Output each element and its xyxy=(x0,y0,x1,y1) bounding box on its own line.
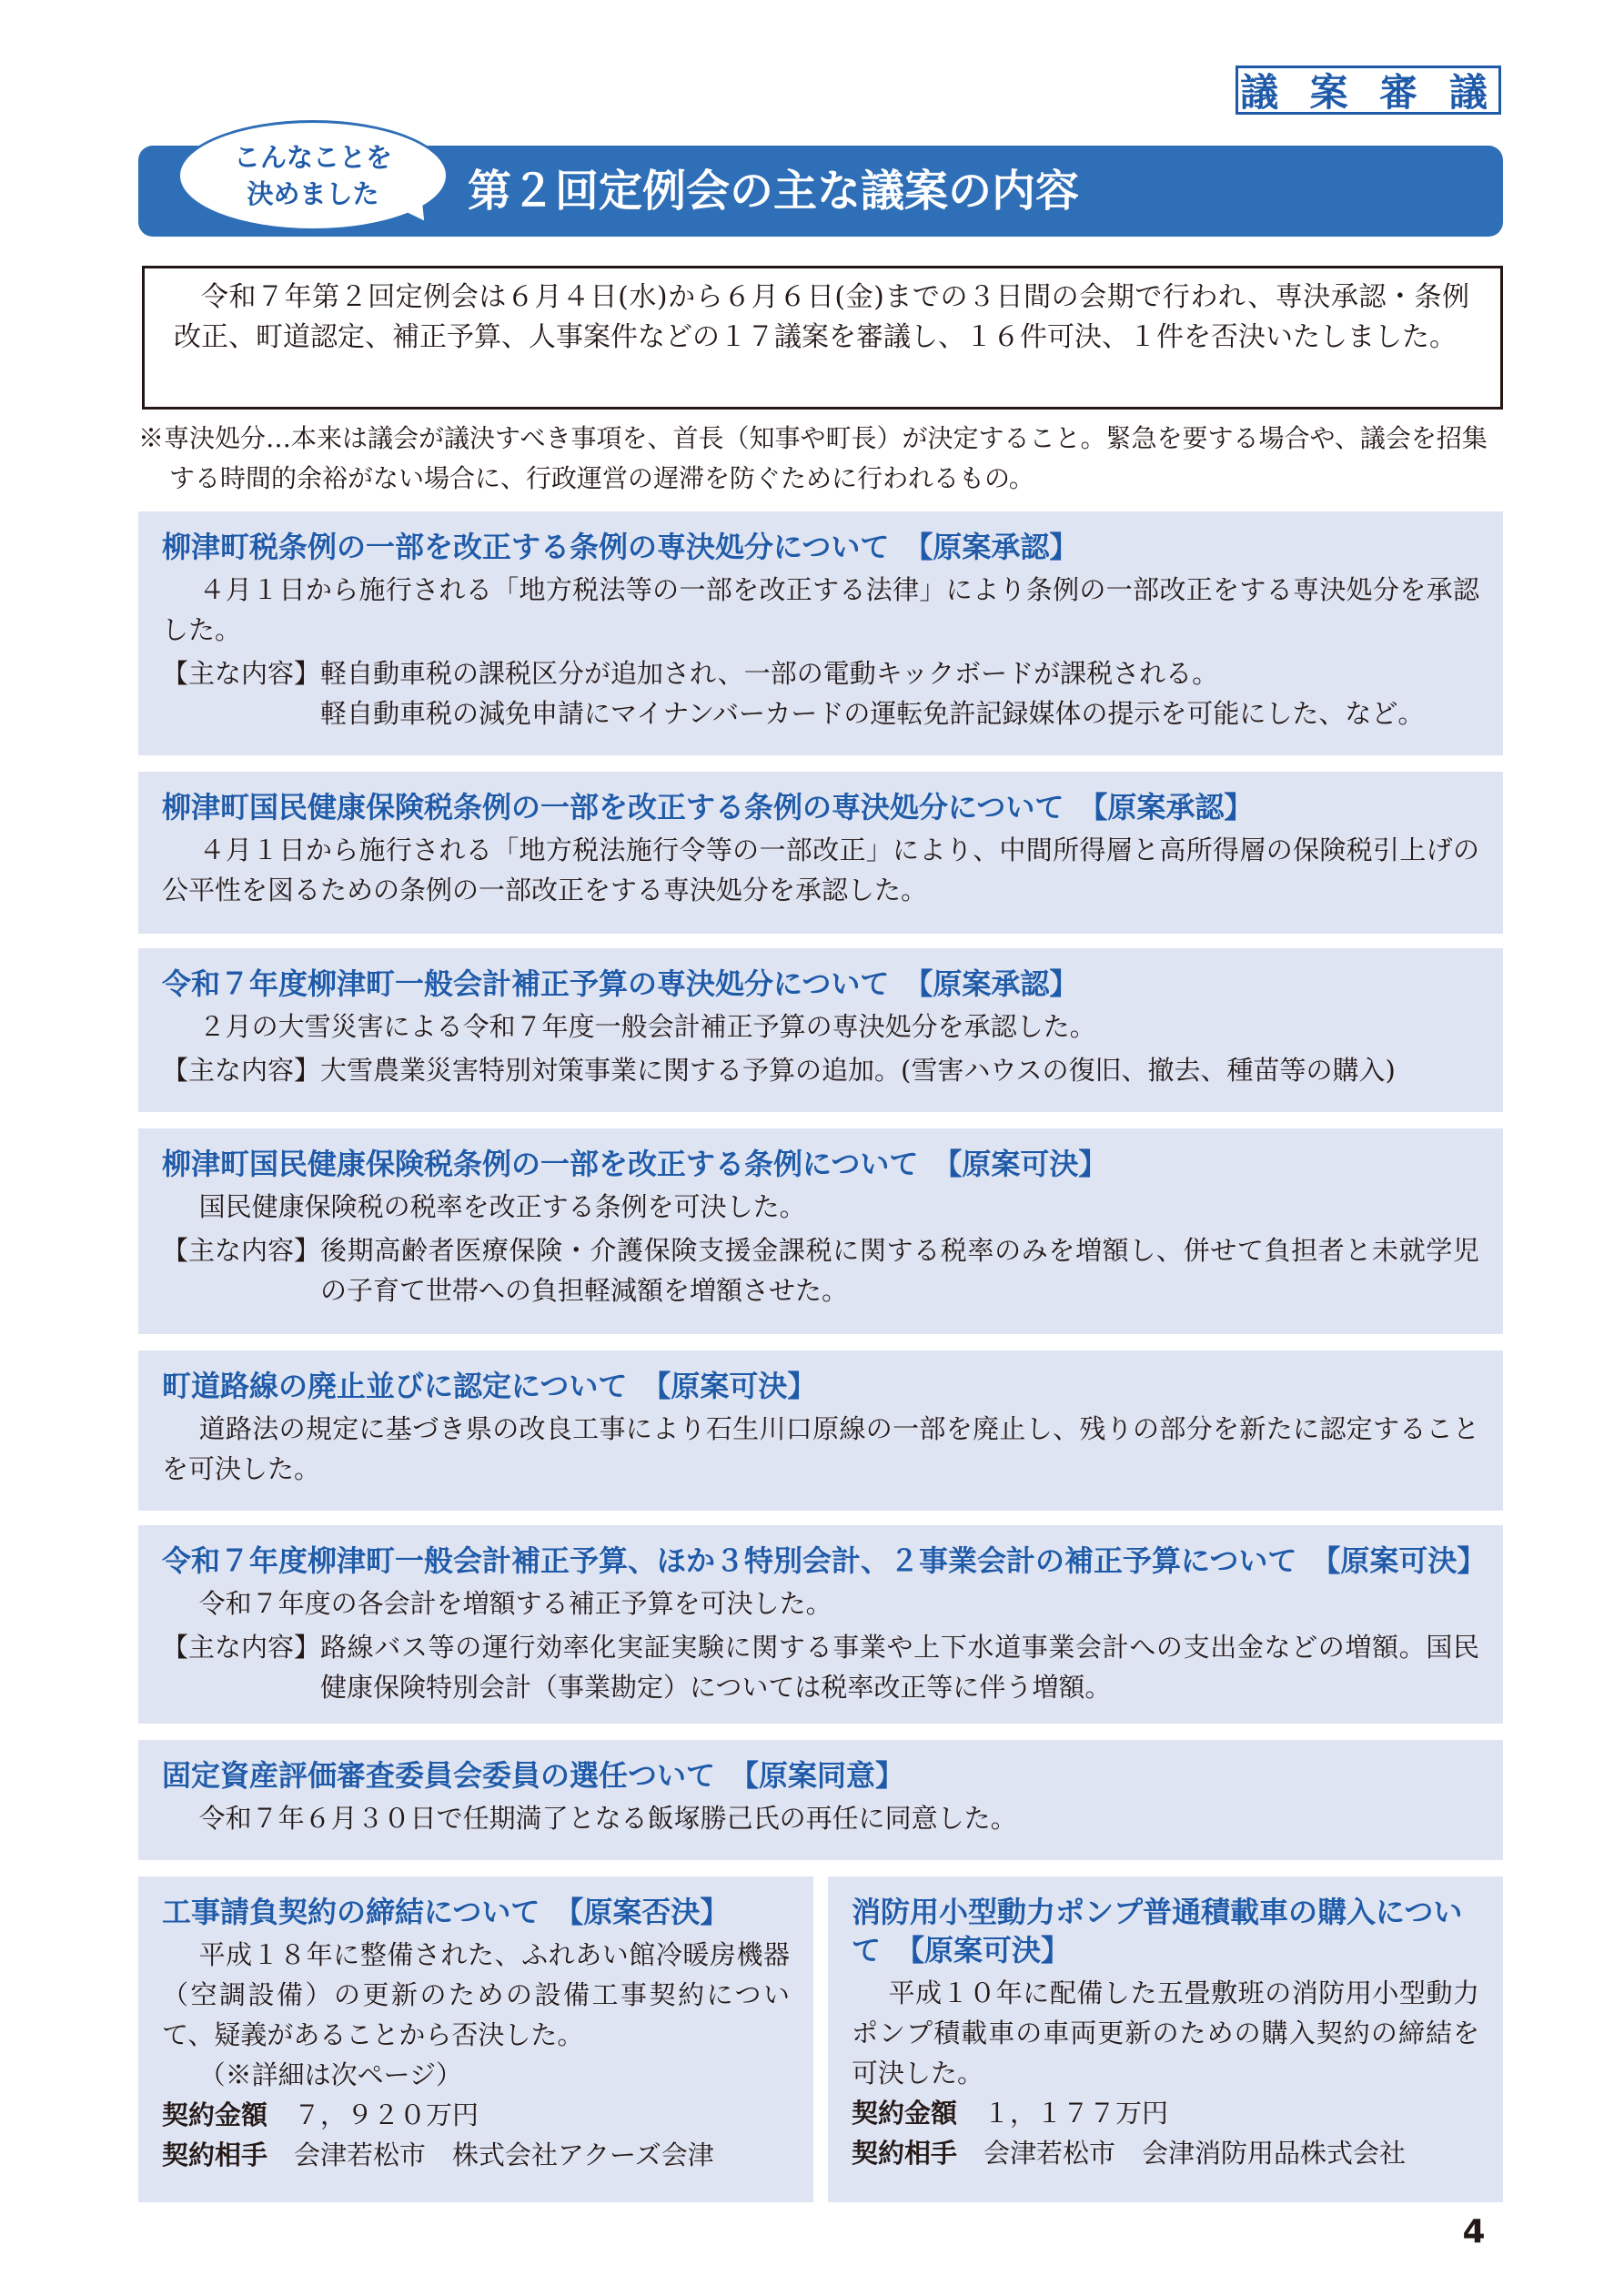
item-body: 令和７年６月３０日で任期満了となる飯塚勝己氏の再任に同意した。 xyxy=(198,1803,1017,1834)
detail-note: （※詳細は次ページ） xyxy=(198,2059,463,2090)
main-content-label: 【主な内容】 xyxy=(162,1055,321,1086)
item-title: 工事請負契約の締結について 【原案否決】 xyxy=(162,1895,730,1929)
page-title: 第２回定例会の主な議案の内容 xyxy=(468,166,1080,217)
agenda-item-assessment-committee xyxy=(138,1740,1503,1860)
agenda-item-fire-pump-vehicle xyxy=(828,1876,1503,2202)
item-body: ４月１日から施行される「地方税法施行令等の一部改正」により、中間所得層と高所得層の保険税引上げの公平性を図るための条例の一部改正をする専決処分を承認した。 xyxy=(162,834,1479,905)
contract-amount-value: １，１７７万円 xyxy=(983,2098,1169,2129)
contract-amount xyxy=(852,2093,1479,2133)
item-body: ４月１日から施行される「地方税法等の一部を改正する法律」により条例の一部改正をする専決処分を承認した。 xyxy=(162,574,1479,645)
contract-partner-value: 会津若松市 会津消防用品株式会社 xyxy=(983,2138,1407,2169)
contract-partner-value: 会津若松市 株式会社アクーズ会津 xyxy=(294,2139,714,2170)
item-body: 平成１８年に整備された、ふれあい館冷暖房機器（空調設備）の更新のための設備工事契約について、疑義があることから否決した。 xyxy=(162,1939,790,2050)
item-body: 国民健康保険税の税率を改正する条例を可決した。 xyxy=(198,1191,806,1222)
item-body: 平成１０年に配備した五畳敷班の消防用小型動力ポンプ積載車の車両更新のための購入契約の締結を可決した。 xyxy=(852,1977,1479,2089)
main-content-label: 【主な内容】 xyxy=(162,658,321,689)
contract-amount xyxy=(162,2095,790,2135)
item-body: ２月の大雪災害による令和７年度一般会計補正予算の専決処分を承認した。 xyxy=(198,1011,1096,1042)
main-content-label: 【主な内容】 xyxy=(162,1632,321,1663)
contract-amount-label: 契約金額 xyxy=(162,2099,268,2130)
item-body: 令和７年度の各会計を増額する補正予算を可決した。 xyxy=(198,1588,832,1619)
contract-amount-label: 契約金額 xyxy=(852,2098,958,2129)
contract-partner xyxy=(162,2135,790,2175)
main-content-line: 後期高齢者医療保険・介護保険支援金課税に関する税率のみを増額し、併せて負担者と未就学児の子育て世帯への負担軽減額を増額させた。 xyxy=(320,1235,1479,1306)
main-content-line: 大雪農業災害特別対策事業に関する予算の追加。(雪害ハウスの復旧、撤去、種苗等の購入) xyxy=(320,1055,1396,1086)
item-title: 柳津町国民健康保険税条例の一部を改正する条例について 【原案可決】 xyxy=(162,1147,1108,1181)
item-title: 柳津町国民健康保険税条例の一部を改正する条例の専決処分について 【原案承認】 xyxy=(162,790,1254,824)
item-title: 固定資産評価審査委員会委員の選任ついて 【原案同意】 xyxy=(162,1758,905,1793)
item-title: 町道路線の廃止並びに認定について 【原案可決】 xyxy=(162,1369,817,1403)
footnote-senketsu: ※専決処分…本来は議会が議決すべき事項を、首長（知事や町長）が決定すること。緊急を要する場合や、議会を招集する時間的余裕がない場合に、行政運営の遅滞を防ぐために行われるもの。 xyxy=(138,423,1488,493)
contract-partner-label: 契約相手 xyxy=(852,2138,958,2169)
item-main-content xyxy=(162,653,1479,733)
agenda-item-town-road xyxy=(138,1350,1503,1511)
item-body: 道路法の規定に基づき県の改良工事により石生川口原線の一部を廃止し、残りの部分を新たに認定することを可決した。 xyxy=(162,1413,1479,1484)
bubble-line-2: 決めました xyxy=(247,178,379,209)
main-content-line: 軽自動車税の減免申請にマイナンバーカードの運転免許記録媒体の提示を可能にした、など。 xyxy=(320,698,1425,729)
agenda-item-nhi-tax-ordinance xyxy=(138,1128,1503,1334)
main-content-line: 路線バス等の運行効率化実証実験に関する事業や上下水道事業会計への支出金などの増額。国民健康保険特別会計（事業勘定）については税率改正等に伴う増額。 xyxy=(320,1632,1479,1703)
bubble-line-1: こんなことを xyxy=(233,142,392,173)
page-number: 4 xyxy=(1462,2213,1486,2250)
intro-box: 令和７年第２回定例会は６月４日(水)から６月６日(金)までの３日間の会期で行われ、専決承認・条例改正、町道認定、補正予算、人事案件などの１７議案を審議し、１６件可決、１件を否決いたしました。 xyxy=(142,266,1503,410)
contract-partner-label: 契約相手 xyxy=(162,2139,268,2170)
contract-partner xyxy=(852,2133,1479,2173)
item-title: 令和７年度柳津町一般会計補正予算の専決処分について 【原案承認】 xyxy=(162,966,1079,1001)
agenda-item-supplementary-budgets xyxy=(138,1525,1503,1724)
item-main-content xyxy=(162,1050,1479,1090)
contract-amount-value: ７，９２０万円 xyxy=(294,2099,479,2130)
section-label: 議 案 審 議 xyxy=(1236,66,1501,115)
agenda-item-construction-contract xyxy=(138,1876,813,2202)
item-main-content xyxy=(162,1627,1479,1707)
item-main-content xyxy=(162,1230,1479,1310)
main-content-label: 【主な内容】 xyxy=(162,1235,321,1266)
main-content-line: 軽自動車税の課税区分が追加され、一部の電動キックボードが課税される。 xyxy=(320,658,1219,689)
agenda-item-general-budget-senketsu xyxy=(138,948,1503,1112)
agenda-item-nhi-tax-senketsu xyxy=(138,772,1503,934)
item-title: 消防用小型動力ポンプ普通積載車の購入について 【原案可決】 xyxy=(852,1895,1463,1967)
agenda-item-town-tax xyxy=(138,511,1503,755)
item-title: 柳津町税条例の一部を改正する条例の専決処分について 【原案承認】 xyxy=(162,530,1079,564)
item-title: 令和７年度柳津町一般会計補正予算、ほか３特別会計、２事業会計の補正予算について 【原案可決】 xyxy=(162,1543,1487,1578)
